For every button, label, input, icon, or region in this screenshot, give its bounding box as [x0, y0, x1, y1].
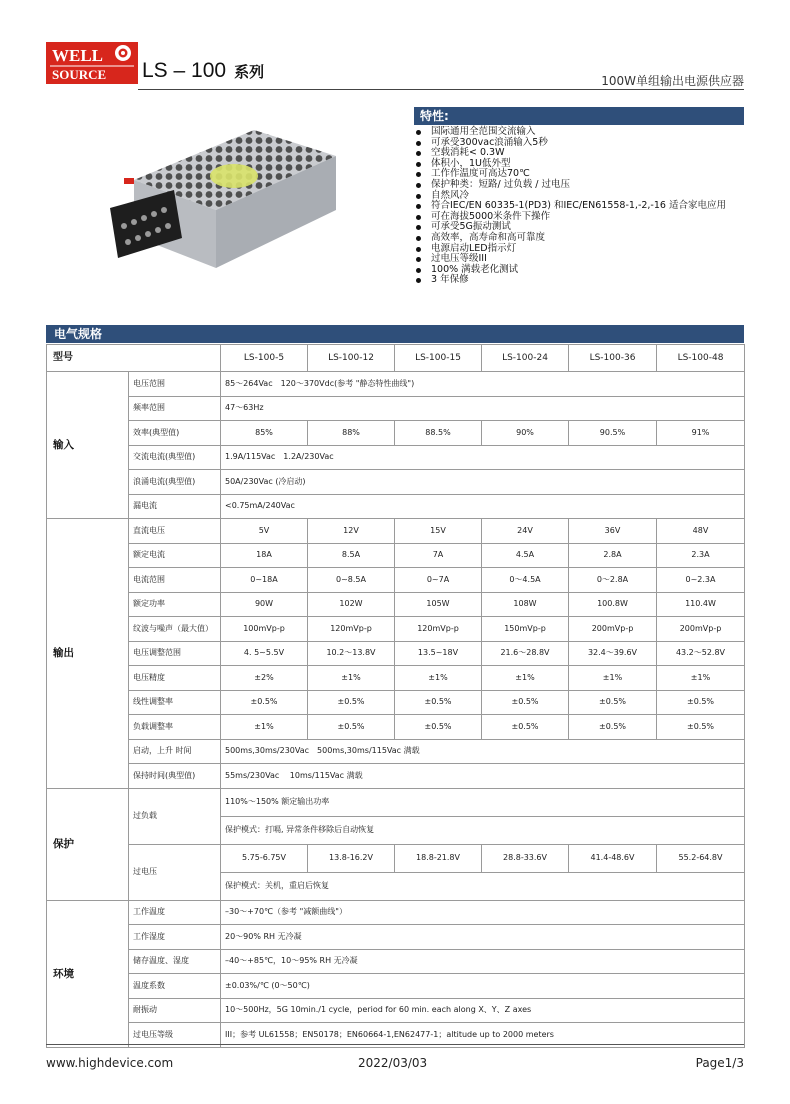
- row-value: 110%～150% 额定输出功率: [221, 788, 745, 816]
- table-cell: 2.8A: [569, 543, 657, 568]
- row-label: 电压调整范围: [129, 641, 221, 666]
- table-cell: 12V: [308, 519, 395, 544]
- table-cell: ±0.5%: [657, 690, 745, 715]
- table-cell: 5V: [221, 519, 308, 544]
- table-cell: 200mVp-p: [569, 617, 657, 642]
- row-label: 浪涌电流(典型值): [129, 470, 221, 495]
- table-row: [47, 925, 745, 950]
- table-cell: 32.4～39.6V: [569, 641, 657, 666]
- table-cell: 108W: [482, 592, 569, 617]
- logo-bottom-text: SOURCE: [52, 67, 107, 82]
- table-cell: 91%: [657, 421, 745, 446]
- row-label: 电压范围: [129, 372, 221, 397]
- series-title: [142, 59, 264, 83]
- table-row: [47, 715, 745, 740]
- table-row: [47, 568, 745, 593]
- table-cell: 90%: [482, 421, 569, 446]
- series-suffix: 系列: [234, 63, 265, 81]
- row-label: 交流电流(典型值): [129, 445, 221, 470]
- table-cell: ±0.5%: [221, 690, 308, 715]
- footer-url[interactable]: www.highdevice.com: [46, 1056, 174, 1070]
- row-label: 过负载: [129, 788, 221, 844]
- table-row: [47, 372, 745, 397]
- row-value: 保护模式：打嗝, 异常条件移除后自动恢复: [221, 816, 745, 844]
- category-output: 输出: [47, 519, 129, 789]
- table-cell: ±1%: [221, 715, 308, 740]
- table-cell: 43.2～52.8V: [657, 641, 745, 666]
- row-label: 耐振动: [129, 998, 221, 1023]
- table-row: [47, 617, 745, 642]
- row-label: 频率范围: [129, 396, 221, 421]
- category-environment: 环境: [47, 900, 129, 1047]
- table-cell: ±0.5%: [482, 690, 569, 715]
- row-label: 负载调整率: [129, 715, 221, 740]
- list-item: 符合IEC/EN 60335-1(PD3) 和IEC/EN61558-1,-2,-16 适合家电应用: [414, 201, 744, 212]
- table-cell: 18.8-21.8V: [395, 844, 482, 872]
- brand-logo: [46, 42, 138, 84]
- table-cell: 7A: [395, 543, 482, 568]
- model-cell: LS-100-15: [395, 345, 482, 372]
- table-cell: 36V: [569, 519, 657, 544]
- row-value: 1.9A/115Vac 1.2A/230Vac: [221, 445, 745, 470]
- row-value: III；参考 UL61558；EN50178；EN60664-1,EN62477-1；altitude up to 2000 meters: [221, 1023, 745, 1048]
- table-cell: ±0.5%: [569, 690, 657, 715]
- list-item: 电源启动LED指示灯: [414, 244, 744, 255]
- list-item: 可承受5G振动测试: [414, 222, 744, 233]
- row-value: 50A/230Vac (冷启动): [221, 470, 745, 495]
- table-cell: 0～2.8A: [569, 568, 657, 593]
- table-row: [47, 470, 745, 495]
- table-row: [47, 974, 745, 999]
- table-cell: 200mVp-p: [657, 617, 745, 642]
- table-cell: 88.5%: [395, 421, 482, 446]
- table-cell: 102W: [308, 592, 395, 617]
- table-cell: 55.2-64.8V: [657, 844, 745, 872]
- list-item: 自然风冷: [414, 191, 744, 202]
- table-cell: 90W: [221, 592, 308, 617]
- row-label: 过电压等级: [129, 1023, 221, 1048]
- table-cell: ±0.5%: [482, 715, 569, 740]
- table-cell: 21.6～28.8V: [482, 641, 569, 666]
- row-value: 20～90% RH 无冷凝: [221, 925, 745, 950]
- table-cell: 0~7A: [395, 568, 482, 593]
- model-cell: LS-100-5: [221, 345, 308, 372]
- table-cell: ±0.5%: [395, 715, 482, 740]
- table-cell: 24V: [482, 519, 569, 544]
- footer-date: 2022/03/03: [358, 1056, 428, 1070]
- table-cell: 90.5%: [569, 421, 657, 446]
- row-label: 启动，上升 时间: [129, 739, 221, 764]
- row-value: –30～+70℃（参考 "减额曲线"）: [221, 900, 745, 925]
- list-item: 国际通用全范围交流输入: [414, 127, 744, 138]
- category-protection: 保护: [47, 788, 129, 900]
- table-cell: 41.4-48.6V: [569, 844, 657, 872]
- table-cell: 85%: [221, 421, 308, 446]
- footer-page-number: Page1/3: [695, 1056, 744, 1070]
- table-cell: ±1%: [395, 666, 482, 691]
- table-row: [47, 739, 745, 764]
- row-label: 电压精度: [129, 666, 221, 691]
- table-row: [47, 543, 745, 568]
- header-divider: [138, 89, 744, 90]
- row-label: 直流电压: [129, 519, 221, 544]
- table-cell: ±0.5%: [308, 715, 395, 740]
- table-cell: 110.4W: [657, 592, 745, 617]
- table-cell: ±2%: [221, 666, 308, 691]
- table-cell: 100.8W: [569, 592, 657, 617]
- table-row: [47, 494, 745, 519]
- row-value: –40～+85℃，10～95% RH 无冷凝: [221, 949, 745, 974]
- model-label: 型号: [47, 345, 221, 372]
- row-value: 55ms/230Vac 10ms/115Vac 满载: [221, 764, 745, 789]
- table-row: [47, 998, 745, 1023]
- table-cell: 4.5A: [482, 543, 569, 568]
- row-value: 保护模式：关机，重启后恢复: [221, 872, 745, 900]
- table-cell: 105W: [395, 592, 482, 617]
- list-item: 100% 满载老化测试: [414, 265, 744, 276]
- row-value: 47～63Hz: [221, 396, 745, 421]
- table-cell: 10.2～13.8V: [308, 641, 395, 666]
- table-row: [47, 844, 745, 872]
- features-header: 特性:: [414, 107, 744, 125]
- table-cell: ±1%: [482, 666, 569, 691]
- table-cell: 2.3A: [657, 543, 745, 568]
- table-cell: 15V: [395, 519, 482, 544]
- table-cell: ±0.5%: [657, 715, 745, 740]
- row-label: 效率(典型值): [129, 421, 221, 446]
- row-label: 额定功率: [129, 592, 221, 617]
- table-cell: 0~18A: [221, 568, 308, 593]
- table-row: [47, 396, 745, 421]
- table-row: [47, 666, 745, 691]
- row-label: 纹波与噪声（最大值）: [129, 617, 221, 642]
- list-item: 可承受300vac浪涌输入5秒: [414, 138, 744, 149]
- row-label: 线性调整率: [129, 690, 221, 715]
- row-label: 工作温度: [129, 900, 221, 925]
- table-row: [47, 949, 745, 974]
- table-cell: 8.5A: [308, 543, 395, 568]
- table-cell: 18A: [221, 543, 308, 568]
- table-cell: 0~8.5A: [308, 568, 395, 593]
- model-cell: LS-100-48: [657, 345, 745, 372]
- table-row: [47, 519, 745, 544]
- logo-top-text: WELL: [52, 46, 104, 65]
- row-label: 工作湿度: [129, 925, 221, 950]
- table-cell: 88%: [308, 421, 395, 446]
- table-cell: 0~2.3A: [657, 568, 745, 593]
- footer-divider: [46, 1044, 744, 1045]
- table-cell: 0～4.5A: [482, 568, 569, 593]
- list-item: 过电压等级III: [414, 254, 744, 265]
- table-row: [47, 764, 745, 789]
- table-cell: ±1%: [308, 666, 395, 691]
- table-cell: ±0.5%: [308, 690, 395, 715]
- features-list: [414, 127, 744, 286]
- table-row: [47, 641, 745, 666]
- product-image: [104, 118, 342, 278]
- table-cell: 28.8-33.6V: [482, 844, 569, 872]
- row-value: 500ms,30ms/230Vac 500ms,30ms/115Vac 满载: [221, 739, 745, 764]
- table-cell: 120mVp-p: [395, 617, 482, 642]
- row-label: 储存温度、湿度: [129, 949, 221, 974]
- table-cell: 4. 5~5.5V: [221, 641, 308, 666]
- table-cell: 5.75-6.75V: [221, 844, 308, 872]
- list-item: 空载消耗< 0.3W: [414, 148, 744, 159]
- model-cell: LS-100-36: [569, 345, 657, 372]
- table-cell: 150mVp-p: [482, 617, 569, 642]
- table-cell: 13.8-16.2V: [308, 844, 395, 872]
- model-cell: LS-100-12: [308, 345, 395, 372]
- table-cell: ±0.5%: [395, 690, 482, 715]
- row-value: <0.75mA/240Vac: [221, 494, 745, 519]
- row-label: 漏电流: [129, 494, 221, 519]
- model-cell: LS-100-24: [482, 345, 569, 372]
- list-item: 高效率，高寿命和高可靠度: [414, 233, 744, 244]
- list-item: 体积小，1U低外型: [414, 159, 744, 170]
- table-row: [47, 345, 745, 372]
- table-cell: ±1%: [569, 666, 657, 691]
- page-subtitle: 100W单组输出电源供应器: [601, 74, 744, 88]
- table-row: [47, 788, 745, 816]
- row-label: 保持时间(典型值): [129, 764, 221, 789]
- row-label: 温度系数: [129, 974, 221, 999]
- row-value: 10～500Hz，5G 10min./1 cycle，period for 60 min. each along X、Y、Z axes: [221, 998, 745, 1023]
- row-value: 85～264Vac 120～370Vdc(参考 "静态特性曲线"): [221, 372, 745, 397]
- series-model: LS – 100: [142, 59, 227, 82]
- spec-table: [46, 344, 745, 1048]
- table-row: [47, 690, 745, 715]
- table-row: [47, 445, 745, 470]
- spec-section-header: 电气规格: [46, 325, 744, 343]
- list-item: 工作作温度可高达70℃: [414, 169, 744, 180]
- row-label: 过电压: [129, 844, 221, 900]
- table-cell: 13.5~18V: [395, 641, 482, 666]
- table-row: [47, 900, 745, 925]
- table-cell: 120mVp-p: [308, 617, 395, 642]
- table-cell: 48V: [657, 519, 745, 544]
- row-label: 额定电流: [129, 543, 221, 568]
- table-cell: 100mVp-p: [221, 617, 308, 642]
- list-item: 3 年保修: [414, 275, 744, 286]
- table-cell: ±0.5%: [569, 715, 657, 740]
- table-row: [47, 421, 745, 446]
- table-row: [47, 592, 745, 617]
- list-item: 可在海拔5000米条件下操作: [414, 212, 744, 223]
- table-cell: ±1%: [657, 666, 745, 691]
- list-item: 保护种类：短路/ 过负载 / 过电压: [414, 180, 744, 191]
- row-value: ±0.03%/℃ (0～50℃): [221, 974, 745, 999]
- category-input: 输入: [47, 372, 129, 519]
- row-label: 电流范围: [129, 568, 221, 593]
